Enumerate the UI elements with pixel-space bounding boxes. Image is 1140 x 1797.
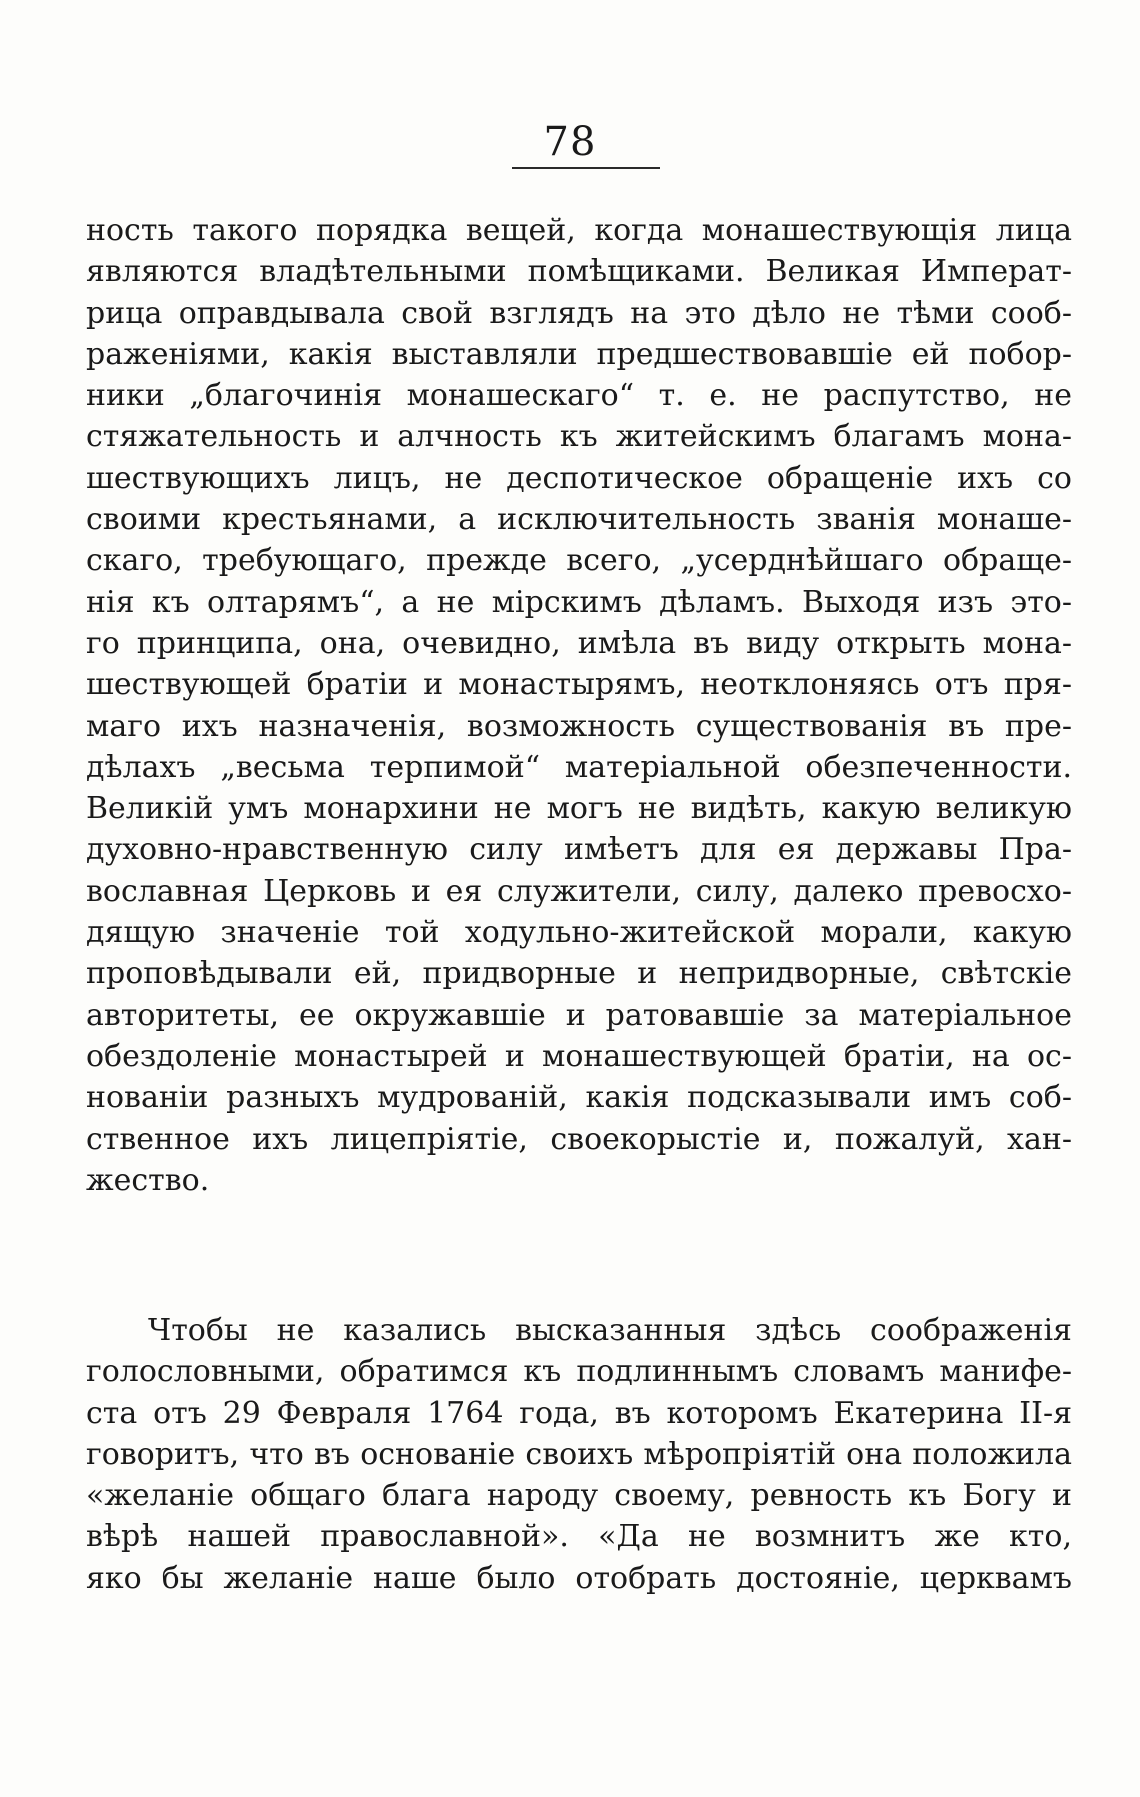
text-line: маго ихъ назначенія, возможность существованія въ пре- [86, 708, 1072, 744]
text-line: ники „благочинія монашескаго“ т. е. не распутство, не [86, 378, 1072, 414]
text-line: го принципа, она, очевидно, имѣла въ виду открыть мона- [86, 625, 1072, 661]
text-line: «желаніе общаго блага народу своему, ревность къ Богу и [86, 1478, 1072, 1514]
text-line: жество. [86, 1162, 210, 1198]
text-line: духовно-нравственную силу имѣетъ для ея державы Пра- [86, 832, 1072, 868]
text-line: проповѣдывали ей, придворные и непридворные, свѣтскіе [86, 956, 1072, 992]
text-line: ственное ихъ лицепріятіе, своекорыстіе и, пожалуй, хан- [86, 1121, 1072, 1157]
text-line: говоритъ, что въ основаніе своихъ мѣропріятій она положила [86, 1436, 1072, 1472]
text-line: авторитеты, ее окружавшіе и ратовавшіе за матеріальное [86, 997, 1072, 1033]
text-line: шествующей братіи и монастырямъ, неотклоняясь отъ пря- [86, 667, 1072, 703]
text-line: голословными, обратимся къ подлиннымъ словамъ манифе- [86, 1354, 1072, 1390]
text-line: дящую значеніе той ходульно-житейской морали, какую [86, 915, 1072, 951]
text-line: вѣрѣ нашей православной». «Да не возмнитъ же кто, [86, 1519, 1072, 1555]
text-line: Великій умъ монархини не могъ не видѣть, какую великую [86, 791, 1072, 827]
text-line: нія къ олтарямъ“, а не мірскимъ дѣламъ. Выходя изъ это- [86, 584, 1072, 620]
page-number: 78 [543, 119, 597, 165]
text-line: своими крестьянами, а исключительность званія монаше- [86, 502, 1072, 538]
text-line: шествующихъ лицъ, не деспотическое обращеніе ихъ со [86, 460, 1072, 496]
text-line: ность такого порядка вещей, когда монашествующія лица [86, 213, 1072, 248]
text-line: скаго, требующаго, прежде всего, „усерднѣйшаго обраще- [86, 543, 1072, 579]
text-line: Чтобы не казались высказанныя здѣсь соображенія [148, 1313, 1072, 1348]
text-line: стяжательность и алчность къ житейскимъ благамъ мона- [86, 419, 1072, 455]
paragraph-1 [86, 210, 1072, 1201]
text-line: ста отъ 29 Февраля 1764 года, въ которомъ Екатерина II-я [86, 1395, 1072, 1431]
text-line: рица оправдывала свой взглядъ на это дѣло не тѣми сооб- [86, 295, 1072, 331]
text-line: обездоленіе монастырей и монашествующей братіи, на ос- [86, 1038, 1072, 1074]
text-line: нованіи разныхъ мудрованій, какія подсказывали имъ соб- [86, 1080, 1072, 1116]
text-line: дѣлахъ „весьма терпимой“ матеріальной обезпеченности. [86, 749, 1072, 785]
header-rule [512, 167, 660, 169]
text-line: яко бы желаніе наше было отобрать достояніе, церквамъ [86, 1560, 1072, 1596]
text-line: вославная Церковь и ея служители, силу, далеко превосхо- [86, 873, 1072, 909]
paragraph-2 [86, 1310, 1072, 1599]
text-line: раженіями, какія выставляли предшествовавшіе ей побор- [86, 336, 1072, 372]
text-line: являются владѣтельными помѣщиками. Великая Императ- [86, 254, 1072, 290]
